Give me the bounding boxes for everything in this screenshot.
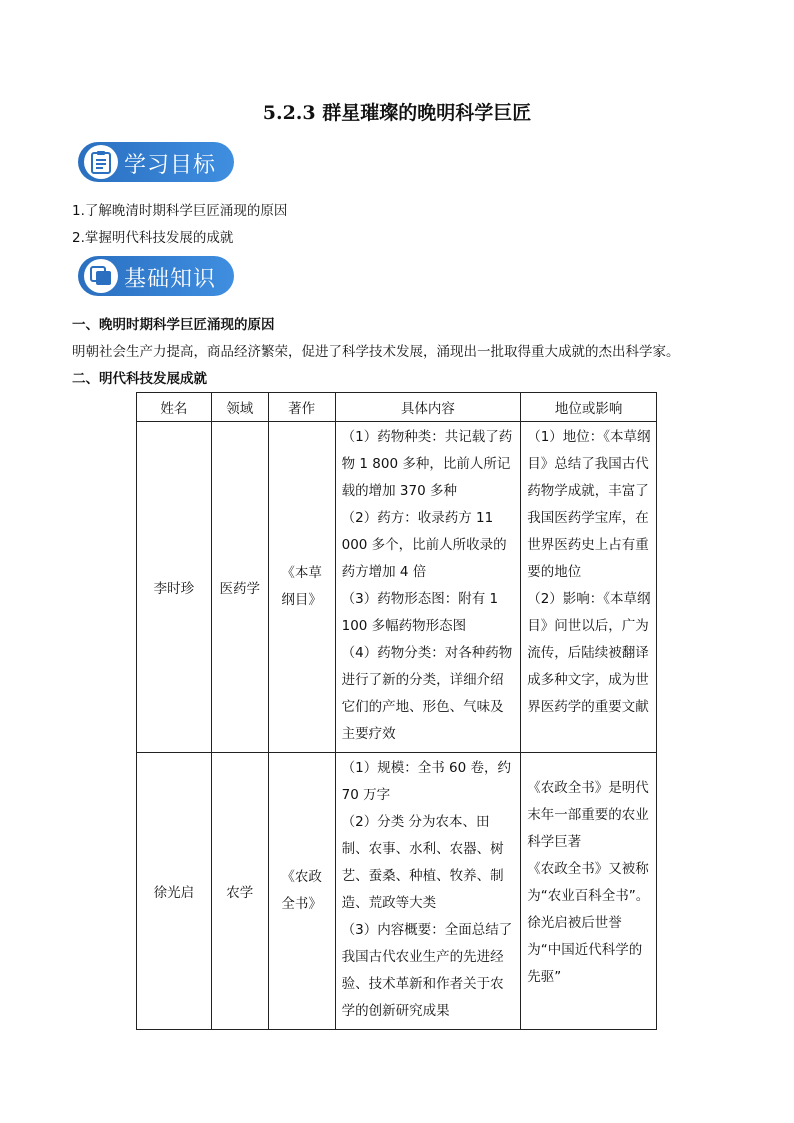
content-item: （2）分类 分为农本、田制、农事、水利、农器、树艺、蚕桑、种植、牧养、制造、荒政等大类 xyxy=(341,814,504,911)
science-table xyxy=(136,392,657,1030)
header-impact: 地位或影响 xyxy=(521,393,657,422)
knowledge-label: 基础知识 xyxy=(124,267,217,292)
cell-content xyxy=(335,422,521,753)
cell-work: 《本草纲目》 xyxy=(268,422,335,753)
goal-item: 2.掌握明代科技发展的成就 xyxy=(72,230,234,246)
content-item: （1）药物种类：共记载了药物 1 800 多种，比前人所记载的增加 370 多种 xyxy=(341,429,513,499)
header-field: 领域 xyxy=(211,393,268,422)
content-item: （2）药方：收录药方 11 000 多个，比前人所收录的药方增加 4 倍 xyxy=(341,510,507,580)
impact-item: （1）地位：《本草纲目》总结了我国古代药物学成就，丰富了我国医药学宝库，在世界医药史上占有重要的地位 xyxy=(527,429,651,580)
cell-name: 徐光启 xyxy=(137,753,212,1030)
impact-item: （2）影响：《本草纲目》问世以后，广为流传，后陆续被翻译成多种文字，成为世界医药学的重要文献 xyxy=(527,591,651,715)
clipboard-icon xyxy=(84,145,118,179)
cell-field: 农学 xyxy=(211,753,268,1030)
cell-name: 李时珍 xyxy=(137,422,212,753)
cell-work: 《农政全书》 xyxy=(268,753,335,1030)
page-title: 5.2.3 群星璀璨的晚明科学巨匠 xyxy=(262,102,532,124)
table-row xyxy=(137,422,657,753)
impact-item: 《农政全书》又被称为“农业百科全书”。徐光启被后世誉为“中国近代科学的先驱” xyxy=(527,861,650,985)
goals-banner xyxy=(78,142,234,182)
cell-field: 医药学 xyxy=(211,422,268,753)
content-item: （3）药物形态图：附有 1 100 多幅药物形态图 xyxy=(341,591,499,634)
knowledge-banner xyxy=(78,256,234,296)
header-work: 著作 xyxy=(268,393,335,422)
part2-heading: 二、明代科技发展成就 xyxy=(72,371,207,387)
cell-impact xyxy=(521,753,657,1030)
impact-item: 《农政全书》是明代末年一部重要的农业科学巨著 xyxy=(527,780,649,850)
content-item: （4）药物分类：对各种药物进行了新的分类，详细介绍它们的产地、形色、气味及主要疗效 xyxy=(341,645,513,742)
table-header-row xyxy=(137,393,657,422)
part1-heading: 一、晚明时期科学巨匠涌现的原因 xyxy=(72,317,275,333)
header-name: 姓名 xyxy=(137,393,212,422)
content-item: （3）内容概要：全面总结了我国古代农业生产的先进经验、技术革新和作者关于农学的创新研究成果 xyxy=(341,922,513,1019)
goals-label: 学习目标 xyxy=(124,153,217,178)
cell-impact xyxy=(521,422,657,753)
cell-content xyxy=(335,753,521,1030)
goal-item: 1.了解晚清时期科学巨匠涌现的原因 xyxy=(72,203,288,219)
content-item: （1）规模：全书 60 卷，约 70 万字 xyxy=(341,760,511,803)
header-content: 具体内容 xyxy=(335,393,521,422)
part1-text: 明朝社会生产力提高，商品经济繁荣，促进了科学技术发展，涌现出一批取得重大成就的杰出科学家。 xyxy=(72,344,680,360)
table-row xyxy=(137,753,657,1030)
folder-icon xyxy=(84,259,118,293)
